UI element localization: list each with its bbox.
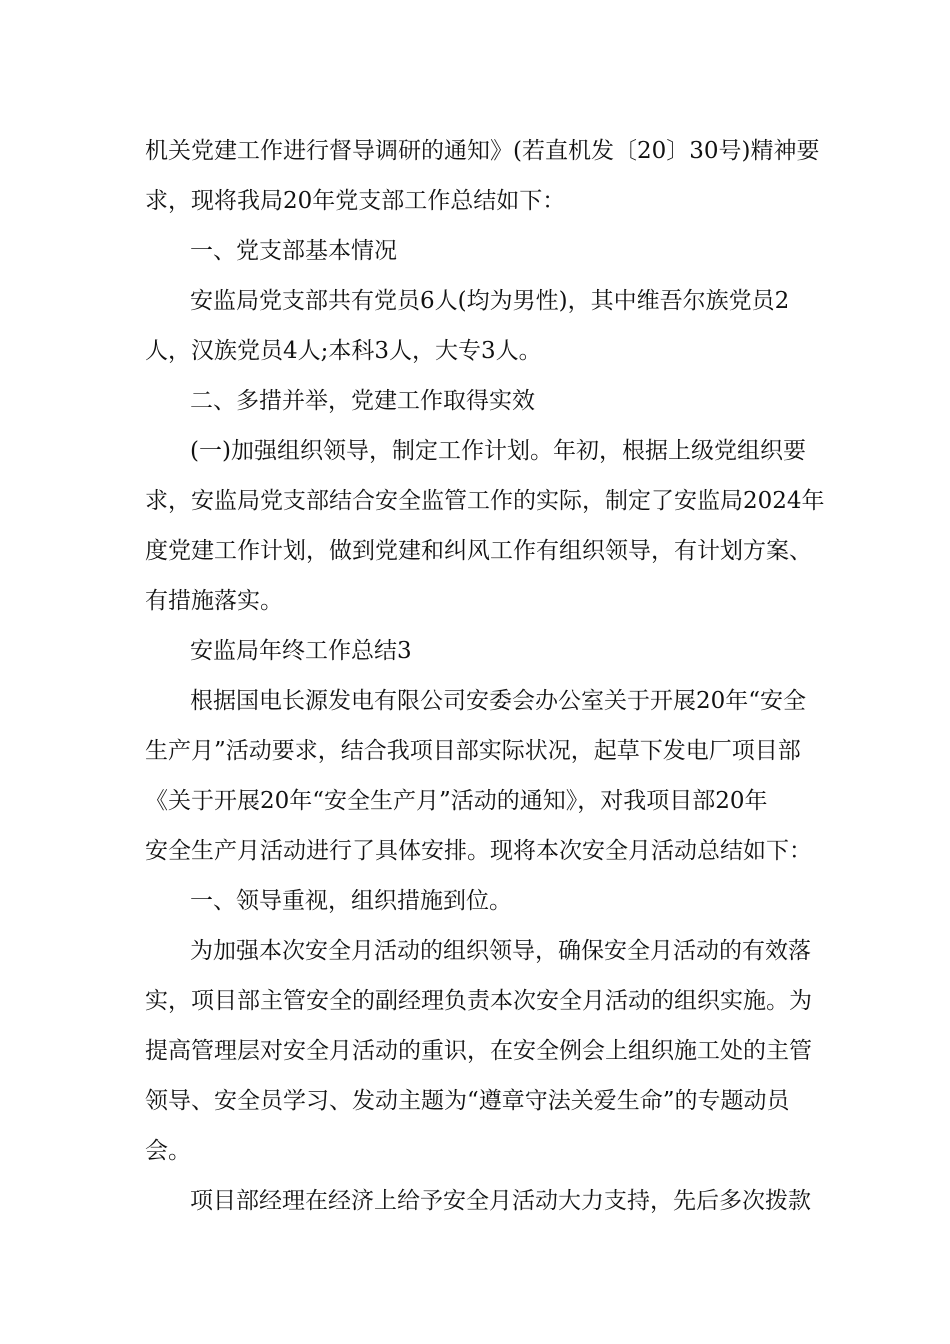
text-line: 求，安监局党支部结合安全监管工作的实际，制定了安监局2024年 bbox=[145, 488, 825, 514]
text-line: 会。 bbox=[145, 1138, 191, 1164]
text-line: 安全生产月活动进行了具体安排。现将本次安全月活动总结如下： bbox=[145, 838, 812, 864]
text-line: 生产月”活动要求，结合我项目部实际状况，起草下发电厂项目部 bbox=[145, 738, 801, 764]
text-line: 机关党建工作进行督导调研的通知》(若直机发〔20〕30号)精神要 bbox=[145, 138, 820, 164]
section-heading: 一、领导重视，组织措施到位。 bbox=[190, 888, 512, 914]
text-line: 实，项目部主管安全的副经理负责本次安全月活动的组织实施。为 bbox=[145, 988, 812, 1014]
text-line: 为加强本次安全月活动的组织领导，确保安全月活动的有效落 bbox=[190, 938, 811, 964]
text-line: 《关于开展20年“安全生产月”活动的通知》，对我项目部20年 bbox=[145, 788, 768, 814]
text-line: 安监局党支部共有党员6人(均为男性)，其中维吾尔族党员2 bbox=[190, 288, 790, 314]
text-line: 度党建工作计划，做到党建和纠风工作有组织领导，有计划方案、 bbox=[145, 538, 812, 564]
text-line: 项目部经理在经济上给予安全月活动大力支持，先后多次拨款 bbox=[190, 1188, 811, 1214]
text-line: 有措施落实。 bbox=[145, 588, 283, 614]
text-line: 求，现将我局20年党支部工作总结如下： bbox=[145, 188, 566, 214]
article-title: 安监局年终工作总结3 bbox=[190, 638, 412, 664]
text-line: 人，汉族党员4人;本科3人，大专3人。 bbox=[145, 338, 542, 364]
text-line: 根据国电长源发电有限公司安委会办公室关于开展20年“安全 bbox=[190, 688, 807, 714]
section-heading: 二、多措并举，党建工作取得实效 bbox=[190, 388, 535, 414]
section-heading: 一、党支部基本情况 bbox=[190, 238, 397, 264]
text-line: 提高管理层对安全月活动的重识，在安全例会上组织施工处的主管 bbox=[145, 1038, 812, 1064]
text-line: (一)加强组织领导，制定工作计划。年初，根据上级党组织要 bbox=[190, 438, 806, 464]
text-line: 领导、安全员学习、发动主题为“遵章守法关爱生命”的专题动员 bbox=[145, 1088, 790, 1114]
